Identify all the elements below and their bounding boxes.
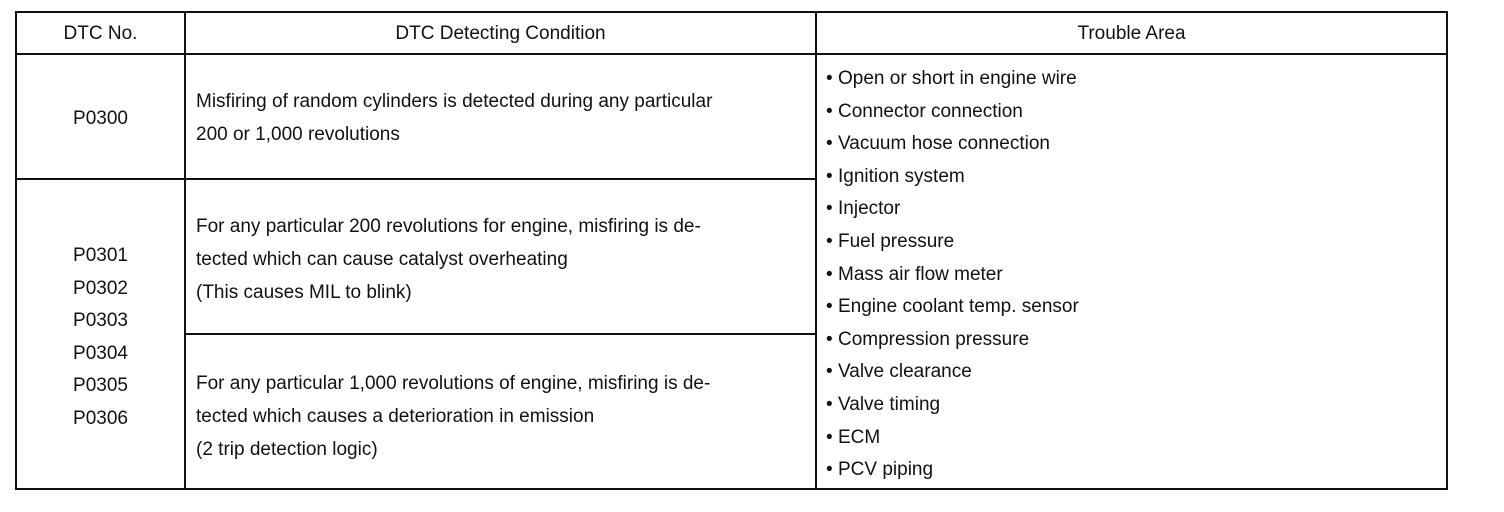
bullet-icon: • (826, 263, 833, 285)
condition-line: (This causes MIL to blink) (196, 282, 412, 303)
condition-line: tected which can cause catalyst overheating (196, 249, 568, 270)
condition-line: (2 trip detection logic) (196, 439, 378, 460)
dtc-code-p0300: P0300 (73, 108, 128, 129)
list-item (826, 193, 1079, 226)
condition-line: For any particular 1,000 revolutions of engine, misfiring is de- (196, 373, 711, 394)
bullet-icon: • (826, 426, 833, 448)
trouble-area-item: Mass air flow meter (838, 263, 1003, 285)
dtc-code-group (17, 240, 184, 436)
list-item (826, 96, 1079, 129)
condition-line: Misfiring of random cylinders is detected during any particular (196, 91, 713, 112)
bullet-icon: • (826, 361, 833, 383)
row-divider-2 (184, 333, 817, 335)
dtc-code: P0304 (73, 342, 128, 364)
trouble-area-item: Valve timing (838, 393, 941, 415)
condition-200-rev (196, 210, 701, 309)
bullet-icon: • (826, 296, 833, 318)
list-item (826, 389, 1079, 422)
row-divider-1 (15, 178, 817, 180)
trouble-area-item: ECM (838, 426, 881, 448)
trouble-area-item: Fuel pressure (838, 230, 955, 252)
trouble-area-item: Open or short in engine wire (838, 68, 1077, 89)
trouble-area-item: Injector (838, 198, 901, 220)
column-divider-1 (184, 11, 186, 490)
column-divider-2 (815, 11, 817, 490)
list-item (826, 291, 1079, 324)
list-item (826, 63, 1079, 96)
condition-1000-rev (196, 367, 710, 466)
header-condition: DTC Detecting Condition (395, 23, 606, 44)
table-border-bottom (15, 488, 1448, 490)
list-item (826, 128, 1079, 161)
list-item (826, 226, 1079, 259)
condition-line: 200 or 1,000 revolutions (196, 124, 400, 145)
list-item (826, 324, 1079, 357)
condition-line: For any particular 200 revolutions for engine, misfiring is de- (196, 216, 701, 237)
trouble-area-item: Engine coolant temp. sensor (838, 296, 1079, 318)
list-item (826, 259, 1079, 292)
bullet-icon: • (826, 393, 833, 415)
list-item (826, 422, 1079, 455)
dtc-code: P0301 (73, 245, 128, 266)
table-border-top (15, 11, 1448, 13)
table-border-right (1446, 11, 1448, 490)
bullet-icon: • (826, 230, 833, 252)
trouble-area-item: Valve clearance (838, 361, 972, 383)
trouble-area-item: PCV piping (838, 459, 934, 481)
header-dtc-no: DTC No. (63, 23, 138, 44)
bullet-icon: • (826, 459, 833, 481)
trouble-area-item: Ignition system (838, 165, 965, 187)
trouble-area-item: Connector connection (838, 100, 1023, 122)
bullet-icon: • (826, 198, 833, 220)
bullet-icon: • (826, 100, 833, 122)
header-trouble-area: Trouble Area (1077, 23, 1186, 44)
dtc-code: P0306 (73, 407, 128, 429)
trouble-area-list (826, 63, 1079, 487)
list-item (826, 356, 1079, 389)
list-item (826, 454, 1079, 487)
bullet-icon: • (826, 165, 833, 187)
dtc-code: P0302 (73, 277, 128, 299)
trouble-area-item: Vacuum hose connection (838, 133, 1050, 155)
condition-p0300 (196, 85, 712, 151)
dtc-code: P0305 (73, 375, 128, 397)
bullet-icon: • (826, 133, 833, 155)
header-divider (15, 53, 1448, 55)
condition-line: tected which causes a deterioration in emission (196, 406, 595, 427)
bullet-icon: • (826, 68, 833, 89)
list-item (826, 161, 1079, 194)
dtc-code: P0303 (73, 310, 128, 332)
bullet-icon: • (826, 328, 833, 350)
trouble-area-item: Compression pressure (838, 328, 1030, 350)
